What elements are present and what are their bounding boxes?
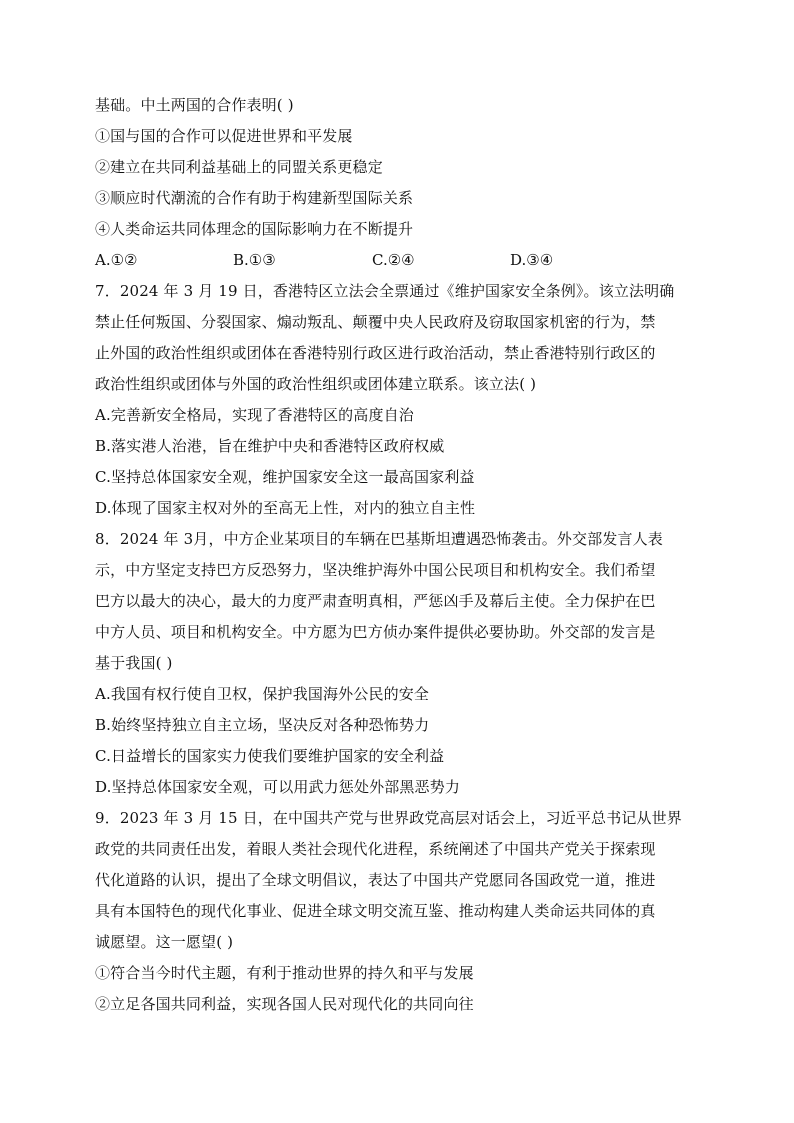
q9-stem-line-5: 诚愿望。这一愿望( ) [95,933,234,951]
q8-option-c: C.日益增长的国家实力使我们要维护国家的安全利益 [95,747,445,765]
q7-stem-line-1: 7．2024 年 3 月 19 日，香港特区立法会全票通过《维护国家安全条例》。该立法明确 [95,282,675,300]
q9-stem-line-3: 代化道路的认识，提出了全球文明倡议，表达了中国共产党愿同各国政党一道，推进 [95,871,656,889]
q7-option-c: C.坚持总体国家安全观，维护国家安全这一最高国家利益 [95,468,475,486]
q9-statement-1: ①符合当今时代主题，有利于推动世界的持久和平与发展 [95,964,474,982]
q6-choice-a: A.①② [95,251,138,269]
q7-stem-line-4: 政治性组织或团体与外国的政治性组织或团体建立联系。该立法( ) [95,375,537,393]
q9-stem-line-4: 具有本国特色的现代化事业、促进全球文明交流互鉴、推动构建人类命运共同体的真 [95,902,656,920]
q6-statement-3: ③顺应时代潮流的合作有助于构建新型国际关系 [95,189,414,207]
q8-option-a: A.我国有权行使自卫权，保护我国海外公民的安全 [95,685,430,703]
q8-stem-line-5: 基于我国( ) [95,654,173,672]
q8-stem-line-2: 示，中方坚定支持巴方反恐努力，坚决维护海外中国公民项目和机构安全。我们希望 [95,561,656,579]
q6-choice-c: C.②④ [372,251,415,269]
q8-option-d: D.坚持总体国家安全观，可以用武力惩处外部黑恶势力 [95,778,461,796]
q6-choice-b: B.①③ [233,251,276,269]
q7-option-a: A.完善新安全格局，实现了香港特区的高度自治 [95,406,414,424]
q6-statement-1: ①国与国的合作可以促进世界和平发展 [95,127,353,145]
q8-option-b: B.始终坚持独立自主立场，坚决反对各种恐怖势力 [95,716,430,734]
q6-choice-d: D.③④ [510,251,554,269]
q6-statement-4: ④人类命运共同体理念的国际影响力在不断提升 [95,220,414,238]
q8-stem-line-1: 8．2024 年 3月，中方企业某项目的车辆在巴基斯坦遭遇恐怖袭击。外交部发言人表 [95,530,663,548]
q7-stem-line-2: 禁止任何叛国、分裂国家、煽动叛乱、颠覆中央人民政府及窃取国家机密的行为，禁 [95,313,656,331]
q6-statement-2: ②建立在共同利益基础上的同盟关系更稳定 [95,158,383,176]
q8-stem-line-3: 巴方以最大的决心，最大的力度严肃查明真相，严惩凶手及幕后主使。全力保护在巴 [95,592,656,610]
q9-stem-line-1: 9．2023 年 3 月 15 日，在中国共产党与世界政党高层对话会上，习近平总书记从世界 [95,809,682,827]
q9-statement-2: ②立足各国共同利益，实现各国人民对现代化的共同向往 [95,995,474,1013]
q9-stem-line-2: 政党的共同责任出发，着眼人类社会现代化进程，系统阐述了中国共产党关于探索现 [95,840,656,858]
q7-option-d: D.体现了国家主权对外的至高无上性，对内的独立自主性 [95,499,476,517]
q8-stem-line-4: 中方人员、项目和机构安全。中方愿为巴方侦办案件提供必要协助。外交部的发言是 [95,623,656,641]
q7-stem-line-3: 止外国的政治性组织或团体在香港特别行政区进行政治活动，禁止香港特别行政区的 [95,344,656,362]
q6-stem-tail: 基础。中土两国的合作表明( ) [95,96,294,114]
q7-option-b: B.落实港人治港，旨在维护中央和香港特区政府权威 [95,437,445,455]
